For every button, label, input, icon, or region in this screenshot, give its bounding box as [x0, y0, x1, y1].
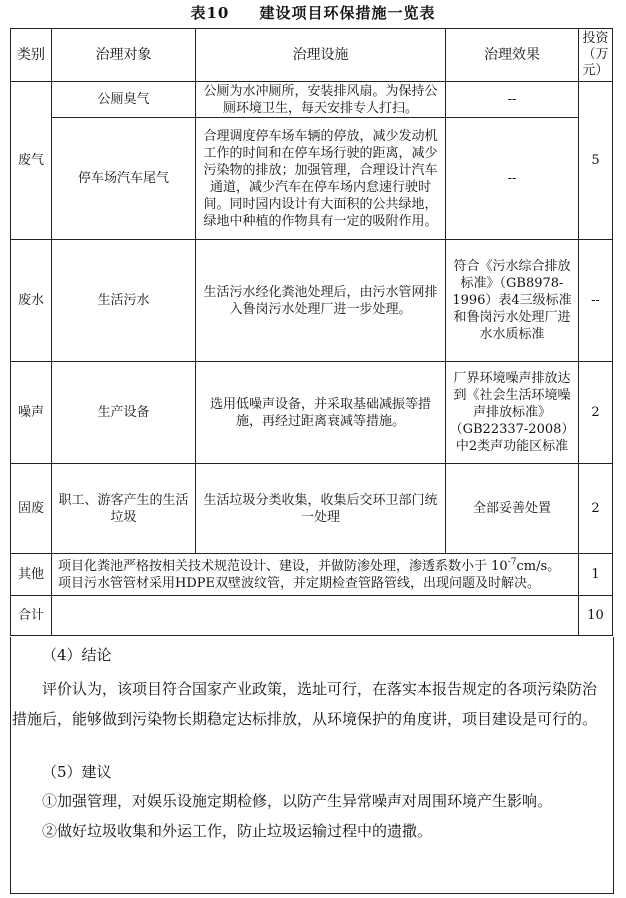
conclusion-heading: （4）结论 — [42, 646, 112, 664]
table-caption — [0, 2, 626, 23]
category-noise: 噪声 — [11, 362, 52, 464]
category-solid: 固废 — [11, 464, 52, 554]
header-facility: 治理设施 — [196, 29, 446, 82]
table-row — [11, 554, 613, 596]
suggestions-heading: （5）建议 — [42, 763, 112, 781]
table-row — [11, 240, 613, 362]
table-row — [11, 118, 613, 240]
table-row — [11, 596, 613, 636]
table-row — [11, 82, 613, 118]
investment-solid: 2 — [579, 464, 613, 554]
category-water: 废水 — [11, 240, 52, 362]
investment-total: 10 — [579, 596, 613, 636]
header-row — [11, 29, 613, 82]
header-category: 类别 — [11, 29, 52, 82]
total-empty-cell — [52, 596, 579, 636]
table-row — [11, 464, 613, 554]
effect-garbage: 全部妥善处置 — [446, 464, 579, 554]
header-target: 治理对象 — [52, 29, 196, 82]
effect-sewage: 符合《污水综合排放标准》（GB8978-1996）表4三级标准和鲁岗污水处理厂进水水质标准 — [446, 240, 579, 362]
target-toilet-odor: 公厕臭气 — [52, 82, 196, 118]
table-row — [11, 362, 613, 464]
header-effect: 治理效果 — [446, 29, 579, 82]
investment-air: 5 — [579, 82, 613, 240]
investment-noise: 2 — [579, 362, 613, 464]
target-equipment: 生产设备 — [52, 362, 196, 464]
facility-toilet-odor: 公厕为水冲厕所，安装排风扇。为保持公厕环境卫生，每天安排专人打扫。 — [196, 82, 446, 118]
target-parking-exhaust: 停车场汽车尾气 — [52, 118, 196, 240]
target-garbage: 职工、游客产生的生活垃圾 — [52, 464, 196, 554]
other-measure-1: 项目化粪池严格按相关技术规范设计、建设，并做防渗处理，渗透系数小于 $10^{-7}cm/s$。 — [58, 557, 561, 574]
effect-noise: 厂界环境噪声排放达到《社会生活环境噪声排放标准》（GB22337-2008）中2类声功能区标准 — [446, 362, 579, 464]
suggestion-item-1: ①加强管理，对娱乐设施定期检修，以防产生异常噪声对周围环境产生影响。 — [42, 792, 553, 810]
table-number: 表10 — [190, 4, 230, 22]
env-measures-table — [10, 28, 613, 636]
conclusion-text: 评价认为，该项目符合国家产业政策，选址可行，在落实本报告规定的各项污染防治措施后，能够做到污染物长期稳定达标排放，从环境保护的角度讲，项目建设是可行的。 — [12, 680, 598, 728]
effect-toilet-odor: -- — [446, 82, 579, 118]
investment-other: 1 — [579, 554, 613, 596]
investment-water: -- — [579, 240, 613, 362]
facility-noise: 选用低噪声设备，并采取基础减振等措施，再经过距离衰减等措施。 — [196, 362, 446, 464]
other-measure-2: 项目污水管管材采用HDPE双壁波纹管，并定期检查管路管线，出现问题及时解决。 — [58, 575, 540, 591]
category-air: 废气 — [11, 82, 52, 240]
effect-parking-exhaust: -- — [446, 118, 579, 240]
category-total: 合计 — [11, 596, 52, 636]
other-measures — [52, 554, 579, 596]
suggestion-item-2: ②做好垃圾收集和外运工作，防止垃圾运输过程中的遗撒。 — [42, 822, 433, 840]
header-investment: 投资（万元） — [579, 29, 613, 82]
facility-parking-exhaust: 合理调度停车场车辆的停放，减少发动机工作的时间和在停车场行驶的距离，减少污染物的排放；加强管理，合理设计汽车通道，减少汽车在停车场内怠速行驶时间。同时园内设计有大面积的公共绿地，绿地中种植的作物具有一定的吸附作用。 — [196, 118, 446, 240]
table-title: 建设项目环保措施一览表 — [259, 4, 436, 22]
category-other: 其他 — [11, 554, 52, 596]
facility-garbage: 生活垃圾分类收集，收集后交环卫部门统一处理 — [196, 464, 446, 554]
target-sewage: 生活污水 — [52, 240, 196, 362]
facility-sewage: 生活污水经化粪池处理后，由污水管网排入鲁岗污水处理厂进一步处理。 — [196, 240, 446, 362]
